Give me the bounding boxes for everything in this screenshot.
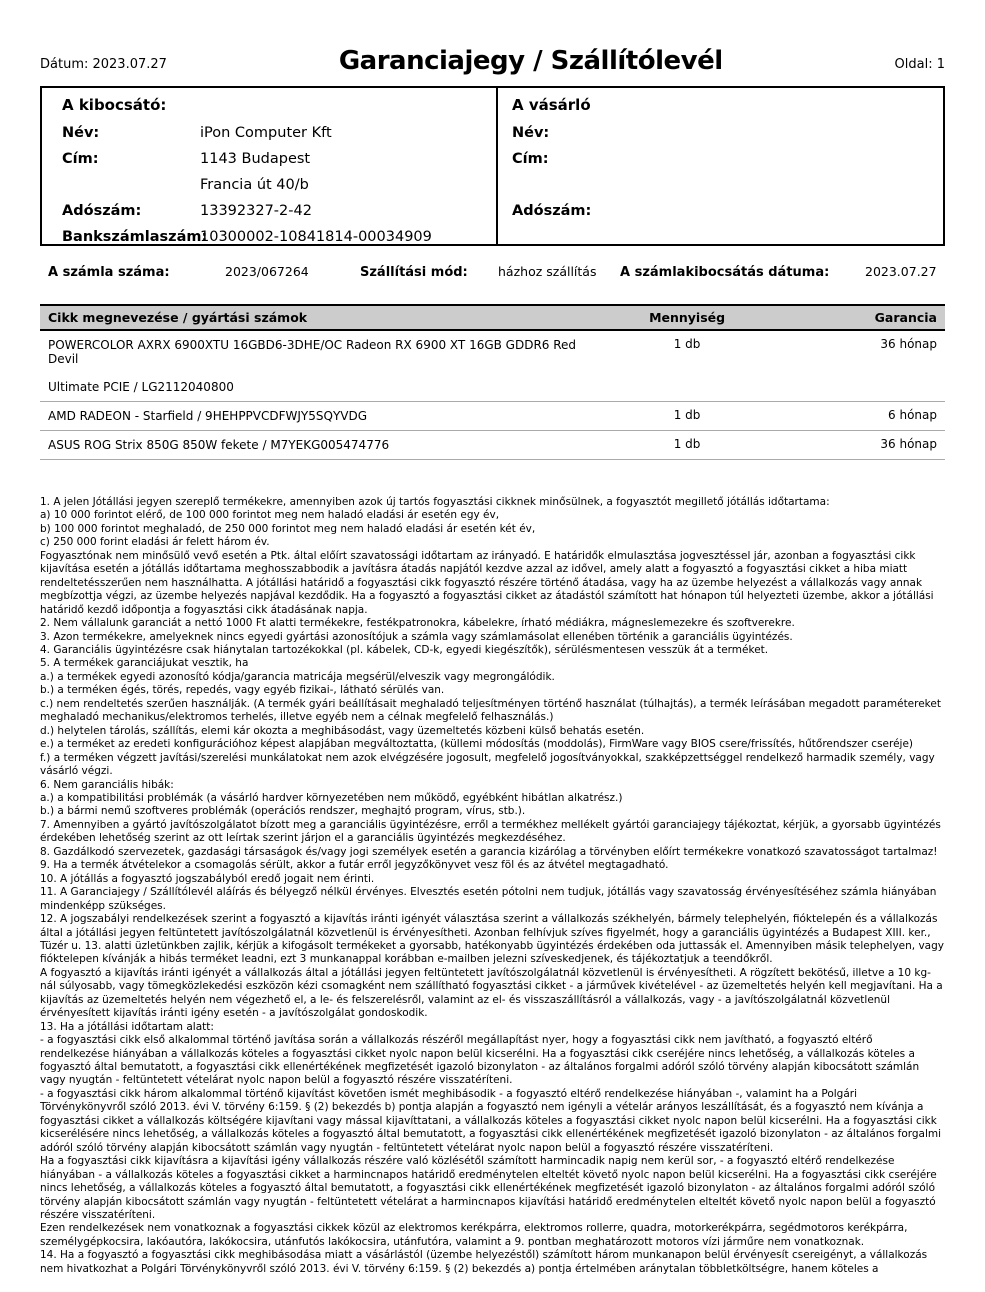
- table-row: [40, 330, 945, 402]
- issue-date-value: 2023.07.27: [865, 264, 937, 279]
- terms-paragraph: e.) a terméket az eredeti konfigurációhoz képest alapjában megváltoztatta, (küllemi módosítás (moddolás), FirmWare vagy BIOS csere/frissítés, hűtőrendszer cseréje): [40, 738, 914, 751]
- issuer-tax-value: 13392327-2-42: [200, 203, 312, 219]
- issuer-heading: A kibocsátó:: [62, 96, 167, 114]
- buyer-name-label: Név:: [512, 125, 550, 141]
- buyer-address-row: [512, 146, 943, 172]
- issuer-bank-value: 10300002-10841814-00034909: [200, 229, 432, 245]
- issuer-address-label: Cím:: [62, 151, 99, 167]
- buyer-name-row: [512, 120, 943, 146]
- item-name: [40, 431, 601, 460]
- warranty-document-page: [0, 42, 985, 1292]
- buyer-heading: A vásárló: [512, 96, 591, 114]
- issuer-box: [40, 86, 498, 246]
- page-title: Garanciajegy / Szállítólevél: [338, 46, 723, 76]
- invoice-summary: [40, 264, 945, 294]
- issuer-address-line1: 1143 Budapest: [200, 151, 311, 167]
- terms-paragraph: Fogyasztónak nem minősülő vevő esetén a Ptk. által előírt szavatossági időtartam az irányadó. E határidők elmulasztása jogvesztéssel jár, azonban a fogyasztási cikk kijavítása esetén a jótállás időtartama meghosszabbodik a javításra átadás napjától kezdve azzal az idővel, amely alatt a fogyasztó a fogyasztási cikket a hiba miatt rendeltetésszerűen nem használhatta. A jótállási határidő a fogyasztási cikk fogyasztó részére történő átadása, vagy ha az üzembe helyezést a vállalkozás vagy annak megbízottja végzi, az üzembe helyezés napjával kezdődik. Ha a fogyasztó a fogyasztási cikket az átadástól számított hat hónapon túl helyezteti üzembe, akkor a jótállási határidő kezdő időpontja a fogyasztási cikk átadásának napja.: [40, 549, 934, 616]
- terms-paragraph: 2. Nem vállalunk garanciát a nettó 1000 Ft alatti termékekre, festékpatronokra, kábelekre, írható médiákra, mágneslemezekre és szoftverekre.: [40, 617, 795, 630]
- terms-paragraph: - a fogyasztási cikk három alkalommal történő kijavítást követően ismét meghibásodik - a fogyasztó eltérő rendelkezése hiányában -, valamint ha a Polgári Törvénykönyvről szóló 2013. évi V. törvény 6:159. § (2) bekezdés b) pontja alapján a fogyasztó nem igényli a vételár arányos leszállítását, és a fogyasztó nem kívánja a fogyasztási cikket a vállalkozás költségére kijavítani vagy mással kijavíttatani, a vállalkozás köteles a fogyasztási cikket nyolc napon belül kicserélni. Ha a fogyasztási cikk kicserélésére nincs lehetőség, a vállalkozás köteles a fogyasztó által bemutatott, a fogyasztási cikk ellenértékének megfizetését igazoló bizonylaton - az általános forgalmi adóról szóló törvény alapján kibocsátott számlán vagy nyugtán - feltüntetett vételárat nyolc napon belül a fogyasztó részére visszatéríteni.: [40, 1087, 942, 1154]
- page-number: Oldal: 1: [894, 57, 945, 72]
- terms-paragraph: c.) nem rendeltetés szerűen használják. (A termék gyári beállításait meghaladó teljesítményen történő használat (túlhajtás), a termék leírásában megadott paramétereket meghaladó mechanikus/elektromos terhelés, illetve egyéb nem a célnak megfelelő felhasználás.): [40, 697, 941, 724]
- terms-paragraph: a.) a kompatibilitási problémák (a vásárló hardver környezetében nem működő, egyébként hibátlan alkatrész.): [40, 791, 623, 804]
- items-table-header-row: [40, 305, 945, 330]
- terms-paragraph: b) 100 000 forintot meghaladó, de 250 000 forintot meg nem haladó eladási ár esetén két év,: [40, 522, 536, 535]
- warranty-terms: [40, 496, 945, 1276]
- item-name-line1: AMD RADEON - Starfield / 9HEHPPVCDFWJY5SQYVDG: [48, 409, 368, 423]
- terms-paragraph: 10. A jótállás a fogyasztó jogszabályból eredő jogait nem érinti.: [40, 872, 375, 885]
- issuer-tax-label: Adószám:: [62, 203, 142, 219]
- issuer-address-line2: Francia út 40/b: [200, 177, 309, 193]
- buyer-box: [498, 86, 945, 246]
- terms-paragraph: 9. Ha a termék átvételekor a csomagolás sérült, akkor a futár erről jegyzőkönyvet vesz föl és az átvétel megtagadható.: [40, 859, 669, 872]
- item-name: [40, 330, 601, 402]
- item-warranty: 6 hónap: [773, 402, 945, 431]
- terms-paragraph: a.) a termékek egyedi azonosító kódja/garancia matricája megsérül/elveszik vagy megrongálódik.: [40, 670, 555, 683]
- terms-paragraph: - a fogyasztási cikk első alkalommal történő javítása során a vállalkozás részéről megállapítást nyer, hogy a fogyasztási cikk nem javítható, a fogyasztó eltérő rendelkezése hiányában a vállalkozás köteles a fogyasztási cikket nyolc napon belül kicserélni. Ha a fogyasztási cikk cseréjére nincs lehetőség, a vállalkozás köteles a fogyasztó által bemutatott, a fogyasztási cikk ellenértékének megfizetését igazoló bizonylaton - az általános forgalmi adóról szóló törvény alapján kibocsátott számlán vagy nyugtán - feltüntetett vételárat nyolc napon belül a fogyasztó részére visszatéríteni.: [40, 1034, 920, 1087]
- issuer-name-value: iPon Computer Kft: [200, 125, 332, 141]
- terms-paragraph: 13. Ha a jótállási időtartam alatt:: [40, 1020, 214, 1033]
- item-quantity: 1 db: [601, 330, 773, 402]
- terms-paragraph: 7. Amennyiben a gyártó javítószolgálatot bízott meg a garanciális ügyintézésre, erről a termékhez mellékelt gyártói garanciajegy tájékoztat, kérjük, a gyorsabb ügyintézés érdekében lehetőség szerint az ott leírtak szerint járjon el a garanciális ügyintézés megkezdéséhez.: [40, 818, 941, 845]
- terms-paragraph: 4. Garanciális ügyintézésre csak hiánytalan tartozékokkal (pl. kábelek, CD-k, egyedi kiegészítők), sérülésmentesen vesszük át a terméket.: [40, 643, 769, 656]
- terms-paragraph: 11. A Garanciajegy / Szállítólevél aláírás és bélyegző nélkül érvényes. Elvesztés esetén pótolni nem tudjuk, jótállás vagy szavatosság érvényesítéséhez számla hiányában mindenképp szükséges.: [40, 886, 937, 912]
- buyer-tax-label: Adószám:: [512, 203, 592, 219]
- terms-paragraph: 3. Azon termékekre, amelyeknek nincs egyedi gyártási azonosítójuk a számla vagy számlamásolat ellenében történik a garanciális ügyintézés.: [40, 630, 793, 643]
- terms-paragraph: a) 10 000 forintot elérő, de 100 000 forintot meg nem haladó eladási ár esetén egy év,: [40, 509, 500, 522]
- item-warranty: 36 hónap: [773, 330, 945, 402]
- terms-paragraph: 12. A jogszabályi rendelkezések szerint a fogyasztó a kijavítás iránti igényét választása szerint a vállalkozás székhelyén, bármely telephelyén, fióktelepén és a vállalkozás által a jótállási jegyen feltüntetett javítószolgálatnál közvetlenül is érvényesítheti. Azonban felhívjuk szíves figyelmét, hogy a garanciális ügyintézés a Budapest XIII. ker., Tüzér u. 13. alatti üzletünkben zajlik, kérjük a kifogásolt termékeket a gyorsabb, hatékonyabb ügyintézés érdekében oda juttassák el. Amennyiben másik telephelyen, vagy fióktelepen kívánják a hibás terméket leadni, ezt 3 munkanappal korábban e-mailben jelezni szíveskedjenek, és tájékoztatjuk a teendőkről.: [40, 913, 944, 966]
- issuer-address-row2: [62, 172, 496, 198]
- items-table: [40, 304, 945, 460]
- issue-date-label: A számlakibocsátás dátuma:: [620, 265, 830, 280]
- item-quantity: 1 db: [601, 431, 773, 460]
- column-header-warranty: Garancia: [773, 305, 945, 330]
- document-header: [40, 42, 945, 76]
- terms-paragraph: Ezen rendelkezések nem vonatkoznak a fogyasztási cikkek közül az elektromos kerékpárra, elektromos rollerre, quadra, motorkerékpárra, segédmotoros kerékpárra, személygépkocsira, lakóautóra, lakókocsira, utánfutós lakókocsira, utánfutóra, valamint a 9. pontban meghatározott motoros vízi járműre nem vonatkoznak.: [40, 1222, 908, 1248]
- terms-paragraph: 14. Ha a fogyasztó a fogyasztási cikk meghibásodása miatt a vásárlástól (üzembe helyezéstől) számított három munkanapon belül érvényesít csereigényt, a vállalkozás nem hivatkozhat a Polgári Törvénykönyvről szóló 2013. évi V. törvény 6:159. § (2) bekezdés a) pontja értelmében aránytalan többletköltségre, hanem köteles a: [40, 1249, 928, 1275]
- document-date: Dátum: 2023.07.27: [40, 57, 167, 72]
- buyer-tax-row: [512, 198, 943, 224]
- buyer-address-label: Cím:: [512, 151, 549, 167]
- terms-paragraph: c) 250 000 forint eladási ár felett három év.: [40, 536, 270, 549]
- terms-paragraph: A fogyasztó a kijavítás iránti igényét a vállalkozás által a jótállási jegyen feltüntetett javítószolgálatnál közvetlenül is érvényesítheti. A rögzített bekötésű, illetve a 10 kg-nál súlyosabb, vagy tömegközlekedési eszközön kézi csomagként nem szállítható fogyasztási cikket - a járművek kivételével - az üzemeltetés helyén kell megjavítani. Ha a kijavítás az üzemeltetés helyén nem végezhető el, a le- és felszerelésről, valamint az el- és visszaszállításról a vállalkozás, vagy - a javítószolgálatnál közvetlenül érvényesített kijavítás iránti igény esetén - a javítószolgálat gondoskodik.: [40, 966, 943, 1020]
- shipping-method-label: Szállítási mód:: [360, 265, 468, 280]
- shipping-method-value: házhoz szállítás: [498, 264, 597, 279]
- terms-paragraph: d.) helytelen tárolás, szállítás, elemi kár okozta a meghibásodást, vagy üzemeltetés közbeni külső behatás esetén.: [40, 724, 645, 737]
- terms-paragraph: b.) a bármi nemű szoftveres problémák (operációs rendszer, meghajtó program, vírus, stb.).: [40, 805, 526, 818]
- item-name-line1: ASUS ROG Strix 850G 850W fekete / M7YEKG005474776: [48, 438, 390, 452]
- item-warranty: 36 hónap: [773, 431, 945, 460]
- issuer-name-row: [62, 120, 496, 146]
- buyer-spacer-row: [512, 172, 943, 198]
- item-name: [40, 402, 601, 431]
- item-quantity: 1 db: [601, 402, 773, 431]
- terms-paragraph: b.) a terméken égés, törés, repedés, vagy egyéb fizikai-, látható sérülés van.: [40, 684, 445, 697]
- terms-paragraph: Ha a fogyasztási cikk kijavításra a kijavítási igény vállalkozás részére való közlésétől számított harmincadik napig nem kerül sor, - a fogyasztó eltérő rendelkezése hiányában - a vállalkozás köteles a fogyasztási cikket a harmincnapos határidő eredménytelen elteltét követő nyolc napon belül kicserélni. Ha a fogyasztási cikk cseréjére nincs lehetőség, a vállalkozás köteles a fogyasztó által bemutatott, a fogyasztási cikk ellenértékének megfizetését igazoló bizonylaton - az általános forgalmi adóról szóló törvény alapján kibocsátott számlán vagy nyugtán - feltüntetett vételárat a harmincnapos kijavítási határidő eredménytelen elteltét követő nyolc napon belül a fogyasztó részére visszatéríteni.: [40, 1155, 937, 1222]
- table-row: [40, 431, 945, 460]
- invoice-number-label: A számla száma:: [48, 265, 170, 280]
- party-boxes: [40, 86, 945, 246]
- terms-paragraph: 6. Nem garanciális hibák:: [40, 778, 174, 791]
- terms-paragraph: 8. Gazdálkodó szervezetek, gazdasági társaságok és/vagy jogi személyek esetén a garancia kizárólag a törvényben előírt termékekre vonatkozó szavatosságot tartalmaz!: [40, 845, 938, 858]
- issuer-bank-label: Bankszámlaszám:: [62, 229, 208, 245]
- issuer-tax-row: [62, 198, 496, 224]
- issuer-name-label: Név:: [62, 125, 100, 141]
- item-name-line1: POWERCOLOR AXRX 6900XTU 16GBD6-3DHE/OC Radeon RX 6900 XT 16GB GDDR6 Red Devil: [48, 338, 577, 366]
- issuer-address-row: [62, 146, 496, 172]
- table-row: [40, 402, 945, 431]
- column-header-quantity: Mennyiség: [601, 305, 773, 330]
- item-name-line2: Ultimate PCIE / LG2112040800: [48, 380, 234, 394]
- issuer-bank-row: [62, 224, 496, 250]
- terms-paragraph: f.) a terméken végzett javítási/szerelési munkálatokat nem azok elvégzésére jogosult, megfelelő jogosítványokkal, szakképzettséggel rendelkező harmadik személy, vagy vásárló végzi.: [40, 751, 935, 778]
- invoice-number-value: 2023/067264: [225, 264, 309, 279]
- terms-paragraph: 5. A termékek garanciájukat vesztik, ha: [40, 657, 249, 670]
- column-header-item-name: Cikk megnevezése / gyártási számok: [40, 305, 601, 330]
- terms-paragraph: 1. A jelen Jótállási jegyen szereplő termékekre, amennyiben azok új tartós fogyasztási cikknek minősülnek, a fogyasztót megillető jótállás időtartama:: [40, 496, 830, 508]
